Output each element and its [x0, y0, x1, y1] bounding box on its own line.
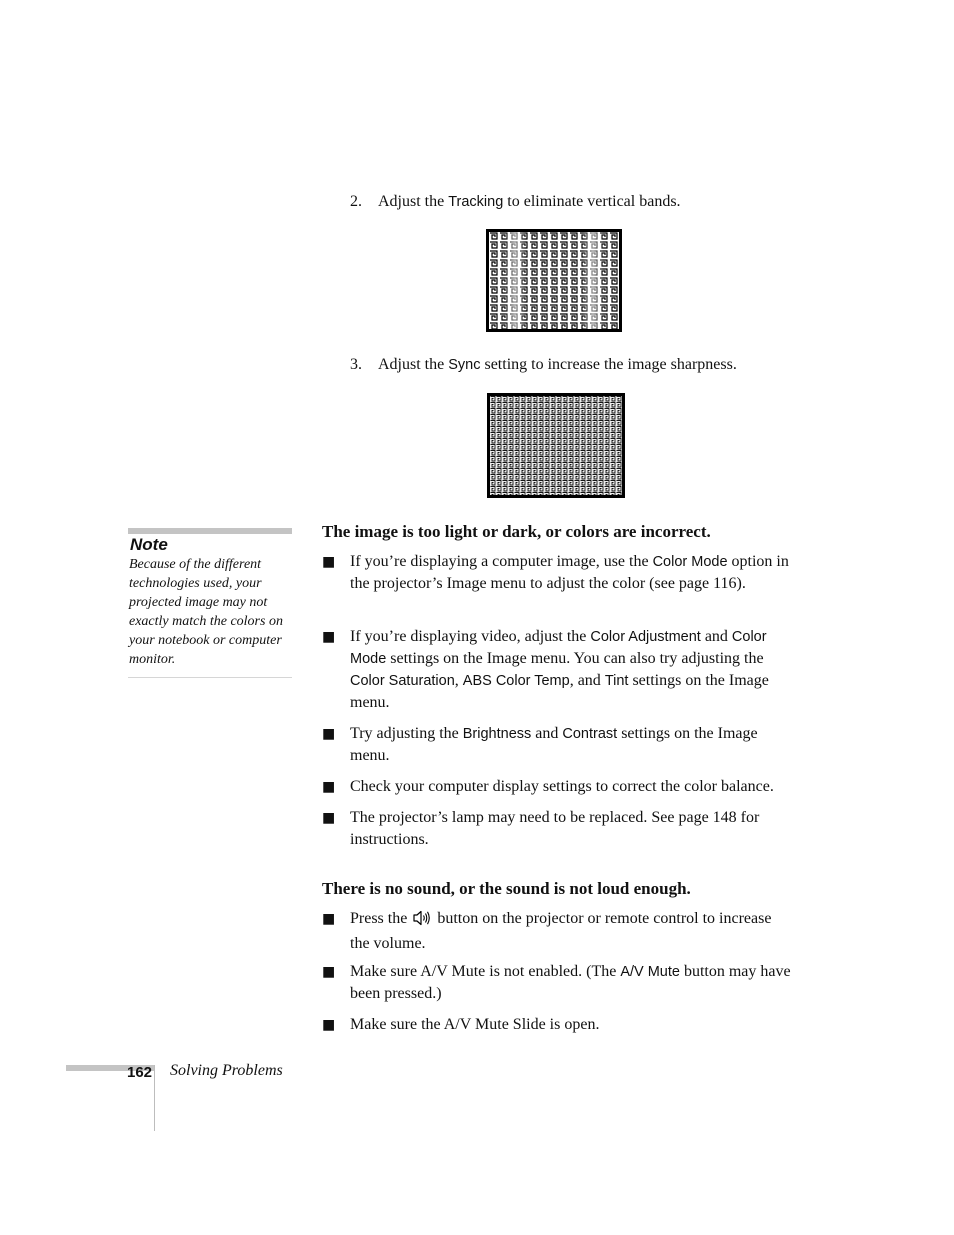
setting-name: A/V Mute: [620, 964, 680, 980]
setting-name: Color Mode: [652, 554, 728, 570]
bullet-mark: ■: [322, 629, 336, 645]
bullet-item: ■ Press the button on the projector or remote control to increase the volume.: [322, 910, 772, 952]
bullet-mark: ■: [322, 1017, 336, 1033]
bullet-item: ■ If you’re displaying a computer image, use the Color Mode option in the projector’s Image menu to adjust the color (see page 116).: [322, 553, 789, 592]
setting-name: Tracking: [448, 194, 504, 210]
bullet-mark: ■: [322, 964, 336, 980]
bullet-item: ■ Check your computer display settings to correct the color balance.: [322, 776, 792, 798]
bullet-item: ■ The projector’s lamp may need to be replaced. See page 148 for instructions.: [322, 809, 760, 848]
sync-pattern-image: [487, 393, 625, 498]
bullet-mark: ■: [322, 726, 336, 742]
note-bar: [128, 528, 292, 534]
page-number: 162: [127, 1064, 153, 1081]
setting-name: ABS Color Temp: [462, 673, 570, 689]
step-number: 3.: [350, 356, 362, 373]
note-body: Because of the different technologies used, your projected image may not exactly match the colors on your notebook or computer monitor.: [129, 557, 283, 667]
section-heading-colors: The image is too light or dark, or colors are incorrect.: [322, 522, 711, 541]
bullet-mark: ■: [322, 810, 336, 826]
footer-section-title: Solving Problems: [170, 1062, 283, 1079]
setting-name: Sync: [448, 357, 481, 373]
bullet-mark: ■: [322, 554, 336, 570]
section-heading-sound: There is no sound, or the sound is not loud enough.: [322, 879, 691, 898]
volume-icon: [413, 910, 431, 933]
bullet-mark: ■: [322, 911, 336, 927]
setting-name: Tint: [604, 673, 629, 689]
step-number: 2.: [350, 193, 362, 210]
step-3: 3. Adjust the Sync setting to increase the image sharpness.: [350, 354, 830, 376]
setting-name: Brightness: [462, 726, 532, 742]
setting-name: Color Saturation: [350, 673, 455, 689]
bullet-mark: ■: [322, 779, 336, 795]
setting-name: Color Adjustment: [590, 629, 701, 645]
note-divider: [128, 677, 292, 678]
step-2: 2. Adjust the Tracking to eliminate vertical bands.: [350, 191, 830, 213]
bullet-item: ■ Make sure A/V Mute is not enabled. (The A/V Mute button may have been pressed.): [322, 963, 791, 1002]
note-title: Note: [130, 535, 168, 554]
bullet-item: ■ Make sure the A/V Mute Slide is open.: [322, 1014, 792, 1036]
bullet-item: ■ Try adjusting the Brightness and Contrast settings on the Image menu.: [322, 725, 758, 764]
footer-divider: [154, 1065, 155, 1131]
bullet-item: ■ If you’re displaying video, adjust the Color Adjustment and Color Mode settings on the Image menu. You can also try adjusting the Color Saturation, ABS Color Temp, and Tint settings on the Image menu.: [322, 628, 769, 711]
tracking-pattern-image: [486, 229, 622, 332]
setting-name: Color Mode: [350, 629, 767, 667]
setting-name: Contrast: [562, 726, 618, 742]
